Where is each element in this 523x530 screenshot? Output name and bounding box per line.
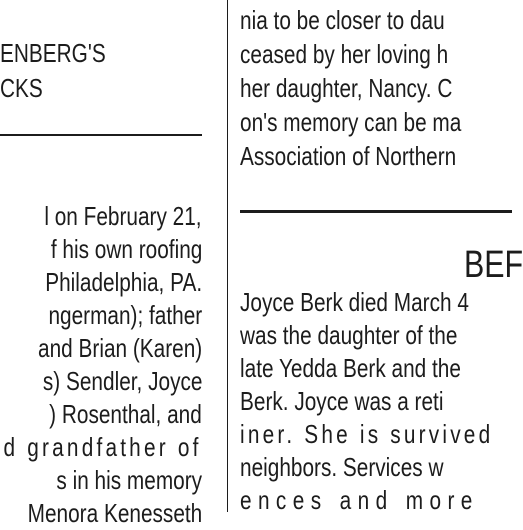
right-body-line-5: iner. She is survived bbox=[240, 419, 494, 449]
right-top-line-5: Association of Northern bbox=[240, 141, 457, 171]
right-body-line-3: late Yedda Berk and the bbox=[240, 353, 461, 383]
right-body-line-2: was the daughter of the bbox=[240, 320, 458, 350]
left-body-line-6: s) Sendler, Joyce bbox=[42, 366, 202, 396]
left-section-rule bbox=[0, 134, 202, 136]
right-body-line-1: Joyce Berk died March 4 bbox=[240, 287, 469, 317]
right-body-line-4: Berk. Joyce was a reti bbox=[240, 386, 444, 416]
left-body-line-4: ngerman); father bbox=[48, 300, 202, 330]
left-body-line-1: l on February 21, bbox=[44, 201, 202, 231]
column-divider bbox=[227, 0, 228, 512]
left-body-line-9: s in his memory bbox=[56, 465, 202, 495]
right-body-line-7: ences and more bbox=[240, 485, 479, 515]
left-body-line-7: ) Rosenthal, and bbox=[49, 399, 202, 429]
left-header-line-1: ENBERG'S bbox=[0, 38, 106, 68]
right-top-line-1: nia to be closer to dau bbox=[240, 5, 445, 35]
right-top-line-2: ceased by her loving h bbox=[240, 39, 449, 69]
left-header-line-2: CKS bbox=[0, 73, 43, 103]
left-body-line-3: Philadelphia, PA. bbox=[45, 267, 202, 297]
left-body-line-5: and Brian (Karen) bbox=[37, 333, 202, 363]
left-body-line-8: d grandfather of bbox=[3, 432, 202, 462]
obituary-heading: BEF bbox=[464, 244, 523, 286]
right-top-line-3: her daughter, Nancy. C bbox=[240, 73, 453, 103]
right-section-rule bbox=[240, 210, 512, 213]
left-body-line-10: Menora Kenesseth bbox=[27, 498, 202, 528]
right-top-line-4: on's memory can be ma bbox=[240, 107, 462, 137]
left-body-line-2: f his own roofing bbox=[50, 234, 202, 264]
right-body-line-6: neighbors. Services w bbox=[240, 452, 444, 482]
